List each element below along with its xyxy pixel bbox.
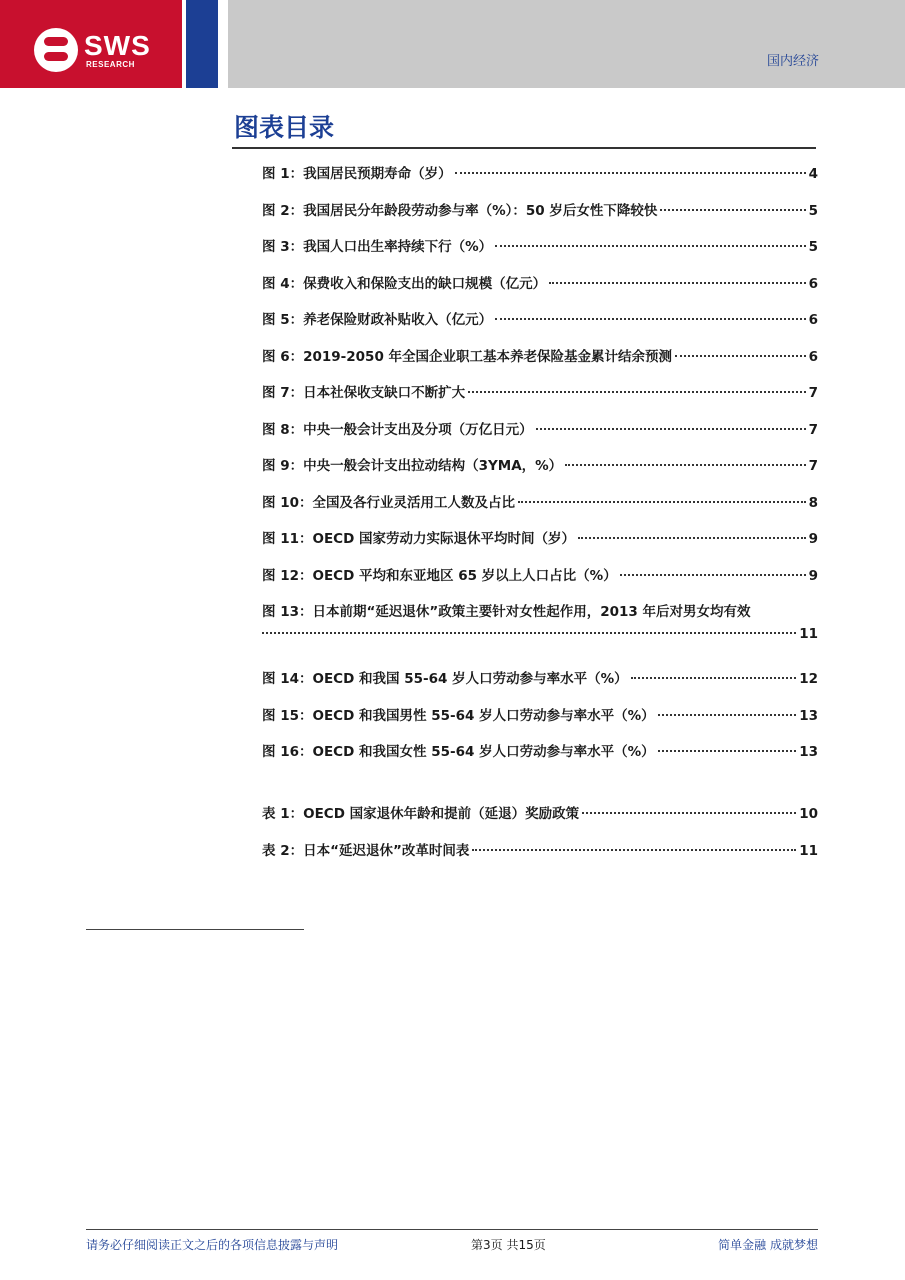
toc-entry-page: 10: [799, 806, 818, 822]
toc-entry-table-2[interactable]: [262, 839, 818, 876]
toc-entry-page: 12: [799, 671, 818, 687]
toc-entry-fig-12[interactable]: [262, 564, 818, 601]
toc-entry-table-1[interactable]: [262, 802, 818, 839]
toc-entry-fig-16[interactable]: [262, 740, 818, 777]
toc-entry-label: 图 2：我国居民分年龄段劳动参与率（%）：50 岁后女性下降较快: [262, 202, 658, 219]
toc-entry-label: 图 14：OECD 和我国 55-64 岁人口劳动参与率水平（%）: [262, 671, 628, 687]
dot-leader: [549, 282, 806, 284]
toc-entry-page: 5: [808, 202, 818, 219]
toc-entry-label: 图 3：我国人口出生率持续下行（%）: [262, 239, 493, 255]
dot-leader: [582, 812, 796, 814]
footer-slogan: 简单金融 成就梦想: [718, 1238, 818, 1252]
toc-entry-page: 6: [808, 348, 818, 365]
dot-leader: [565, 464, 805, 466]
dot-leader: [455, 172, 806, 174]
toc-entry-label: 表 1：OECD 国家退休年龄和提前（延退）奖励政策: [262, 806, 580, 822]
toc-entry-page: 9: [808, 567, 818, 584]
toc-entry-label: 图 9：中央一般会计支出拉动结构（3YMA，%）: [262, 458, 563, 474]
toc-entry-page: 7: [808, 421, 818, 438]
toc-entry-fig-3[interactable]: [262, 235, 818, 272]
toc-entry-label: 图 15：OECD 和我国男性 55-64 岁人口劳动参与率水平（%）: [262, 707, 655, 724]
toc-entry-label: 图 7：日本社保收支缺口不断扩大: [262, 385, 466, 401]
toc-entry-page: 11: [799, 626, 818, 642]
footer-disclaimer: 请务必仔细阅读正文之后的各项信息披露与声明: [86, 1238, 339, 1252]
dot-leader: [658, 750, 797, 752]
dot-leader: [495, 318, 806, 320]
dot-leader: [468, 391, 806, 393]
dot-leader: [675, 355, 806, 357]
dot-leader: [472, 849, 796, 851]
toc-entry-page: 4: [808, 166, 818, 182]
toc-entry-fig-7[interactable]: [262, 381, 818, 418]
toc-entry-label: 图 16：OECD 和我国女性 55-64 岁人口劳动参与率水平（%）: [262, 744, 655, 760]
sws-logo: [34, 28, 164, 74]
header-category: 国内经济: [766, 54, 819, 69]
title-divider: [232, 147, 816, 149]
toc-entry-label: 图 6：2019-2050 年全国企业职工基本养老保险基金累计结余预测: [262, 348, 673, 365]
toc-entry-page: 7: [808, 385, 818, 401]
toc-entry-label: 图 10：全国及各行业灵活用工人数及占比: [262, 494, 515, 511]
toc-entry-page: 7: [808, 458, 818, 474]
toc-entry-fig-13[interactable]: [262, 600, 818, 667]
footer-page-info: 第3页 共15页: [471, 1238, 546, 1252]
dot-leader: [536, 428, 806, 430]
toc-entry-page: 6: [808, 275, 818, 292]
toc-entry-continuation: [262, 626, 818, 642]
toc-entry-page: 8: [808, 494, 818, 511]
logo-emblem-icon: [34, 28, 78, 72]
header-gray-band: [228, 0, 905, 88]
toc-entry-page: 9: [808, 531, 818, 547]
table-list: [262, 802, 818, 875]
dot-leader: [620, 574, 806, 576]
footnote-divider: [86, 929, 304, 930]
toc-entry-fig-14[interactable]: [262, 667, 818, 704]
toc-entry-label: 图 4：保费收入和保险支出的缺口规模（亿元）: [262, 275, 547, 292]
toc-entry-fig-15[interactable]: [262, 704, 818, 741]
dot-leader: [495, 245, 805, 247]
toc-entry-fig-11[interactable]: [262, 527, 818, 564]
toc-entry-label: 图 8：中央一般会计支出及分项（万亿日元）: [262, 421, 533, 438]
toc-entry-label: 图 13：日本前期“延迟退休”政策主要针对女性起作用，2013 年后对男女均有效: [262, 604, 751, 620]
dot-leader: [658, 714, 797, 716]
logo-subtext: RESEARCH: [86, 60, 135, 69]
toc-entry-page: 6: [808, 312, 818, 328]
toc-entry-label: 图 5：养老保险财政补贴收入（亿元）: [262, 312, 493, 328]
dot-leader: [578, 537, 806, 539]
toc-entry-page: 13: [799, 707, 818, 724]
toc-entry-fig-2[interactable]: [262, 199, 818, 236]
toc-entry-fig-10[interactable]: [262, 491, 818, 528]
toc-entry-fig-5[interactable]: [262, 308, 818, 345]
toc-entry-fig-9[interactable]: [262, 454, 818, 491]
dot-leader: [518, 501, 806, 503]
dot-leader: [660, 209, 805, 211]
dot-leader: [262, 632, 796, 634]
toc-entry-label: 图 11：OECD 国家劳动力实际退休平均时间（岁）: [262, 531, 575, 547]
toc-entry-fig-6[interactable]: [262, 345, 818, 382]
toc-entry-page: 13: [799, 744, 818, 760]
toc-entry-page: 11: [799, 842, 818, 859]
toc-entry-page: 5: [808, 239, 818, 255]
toc-title: 图表目录: [234, 113, 335, 142]
dot-leader: [631, 677, 797, 679]
header-red-band: [0, 0, 182, 88]
toc-entry-label: 图 12：OECD 平均和东亚地区 65 岁以上人口占比（%）: [262, 567, 617, 584]
figure-list: [262, 162, 818, 777]
toc-entry-fig-1[interactable]: [262, 162, 818, 199]
header-blue-band: [186, 0, 218, 88]
toc-entry-fig-8[interactable]: [262, 418, 818, 455]
logo-text: SWS: [84, 30, 151, 61]
toc-entry-fig-4[interactable]: [262, 272, 818, 309]
toc-entry-label: 图 1：我国居民预期寿命（岁）: [262, 166, 452, 182]
toc-entry-label: 表 2：日本“延迟退休”改革时间表: [262, 842, 470, 859]
footer-divider: [86, 1229, 818, 1230]
